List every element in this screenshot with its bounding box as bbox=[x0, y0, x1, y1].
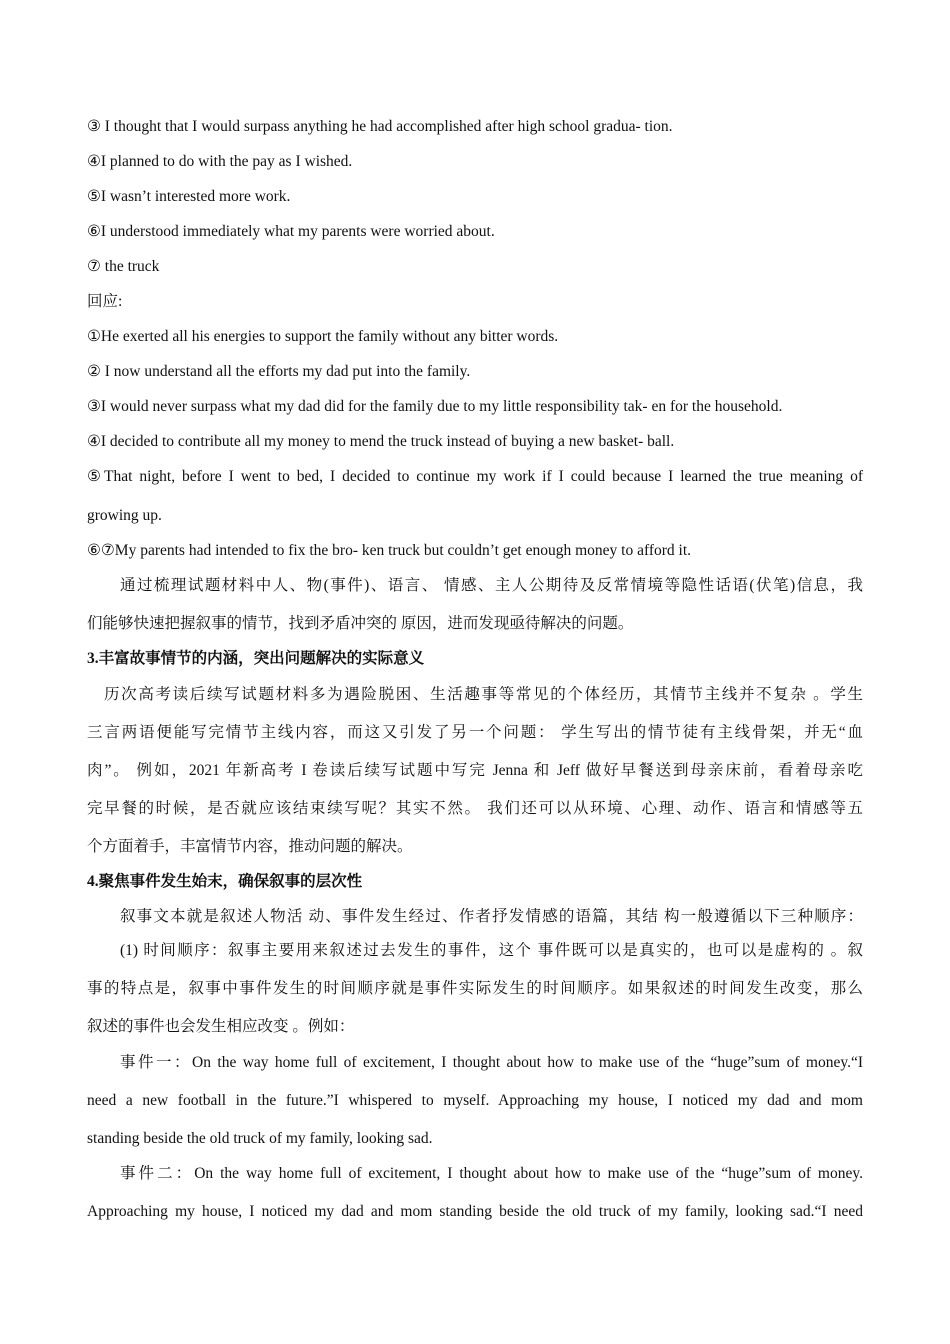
paragraph-line: 们能够快速把握叙事的情节，找到矛盾冲突的 原因，进而发现亟待解决的问题。 bbox=[87, 615, 634, 632]
paragraph-line: 完早餐的时候，是否就应该结束续写呢？其实不然。 我们还可以从环境、心理、动作、语言和情感等五 bbox=[87, 800, 863, 817]
paragraph-line: 叙事文本就是叙述人物活 动、事件发生经过、作者抒发情感的语篇，其结 构一般遵循以下三种顺序： bbox=[120, 908, 863, 925]
list-item: ② I now understand all the efforts my dad put into the family. bbox=[87, 363, 471, 380]
list-item: ①He exerted all his energies to support the family without any bitter words. bbox=[87, 328, 559, 345]
section-heading-4: 4.聚焦事件发生始末，确保叙事的层次性 bbox=[87, 873, 363, 890]
paragraph-line: 个方面着手，丰富情节内容，推动问题的解决。 bbox=[87, 838, 413, 855]
paragraph-line: (1) 时间顺序：叙事主要用来叙述过去发生的事件，这个 事件既可以是真实的，也可以是虚构的 。叙 bbox=[120, 942, 863, 959]
paragraph-line: 事的特点是，叙事中事件发生的时间顺序就是事件实际发生的时间顺序。如果叙述的时间发生改变，那么 bbox=[87, 980, 863, 997]
paragraph-line: 叙述的事件也会发生相应改变 。例如： bbox=[87, 1018, 355, 1035]
paragraph-line: 通过梳理试题材料中人、物(事件)、语言、 情感、主人公期待及反常情境等隐性话语(伏笔)信息，我 bbox=[120, 577, 863, 594]
list-item: ④I decided to contribute all my money to mend the truck instead of buying a new basket- ball. bbox=[87, 433, 675, 450]
paragraph-line: 历次高考读后续写试题材料多为遇险脱困、生活趣事等常见的个体经历，其情节主线并不复杂 。学生 bbox=[104, 686, 863, 703]
section-heading-3: 3.丰富故事情节的内涵，突出问题解决的实际意义 bbox=[87, 650, 425, 667]
event-one-line: 事件一：On the way home full of excitement, I thought about how to make use of the “huge”sum of money.“I bbox=[120, 1054, 863, 1071]
event-one-line: standing beside the old truck of my family, looking sad. bbox=[87, 1130, 433, 1147]
event-two-line: Approaching my house, I noticed my dad and mom standing beside the old truck of my family, looking sad.“I need bbox=[87, 1203, 863, 1220]
list-item: ⑥I understood immediately what my parents were worried about. bbox=[87, 223, 495, 240]
paragraph-line: 三言两语便能写完情节主线内容，而这又引发了另一个问题： 学生写出的情节徒有主线骨架，并无“血 bbox=[87, 724, 863, 741]
list-item: ⑥⑦My parents had intended to fix the bro- ken truck but couldn’t get enough money to afford it. bbox=[87, 542, 692, 559]
event-two-line: 事件二：On the way home full of excitement, I thought about how to make use of the “huge”sum of money. bbox=[120, 1165, 863, 1182]
list-item-continuation: growing up. bbox=[87, 507, 162, 524]
list-item: ⑤That night, before I went to bed, I decided to continue my work if I could because I learned the true meaning of bbox=[87, 468, 863, 485]
list-item: ⑤I wasn’t interested more work. bbox=[87, 188, 291, 205]
event-one-line: need a new football in the future.”I whispered to myself. Approaching my house, I noticed my dad and mom bbox=[87, 1092, 863, 1109]
list-item: ④I planned to do with the pay as I wished. bbox=[87, 153, 353, 170]
response-label: 回应: bbox=[87, 293, 123, 310]
list-item: ⑦ the truck bbox=[87, 258, 160, 275]
list-item: ③I would never surpass what my dad did for the family due to my little responsibility tak- en for the household. bbox=[87, 398, 783, 415]
list-item: ③ I thought that I would surpass anything he had accomplished after high school gradua- tion. bbox=[87, 118, 673, 135]
paragraph-line: 肉”。 例如，2021 年新高考 I 卷读后续写试题中写完 Jenna 和 Jeff 做好早餐送到母亲床前，看着母亲吃 bbox=[87, 762, 863, 779]
